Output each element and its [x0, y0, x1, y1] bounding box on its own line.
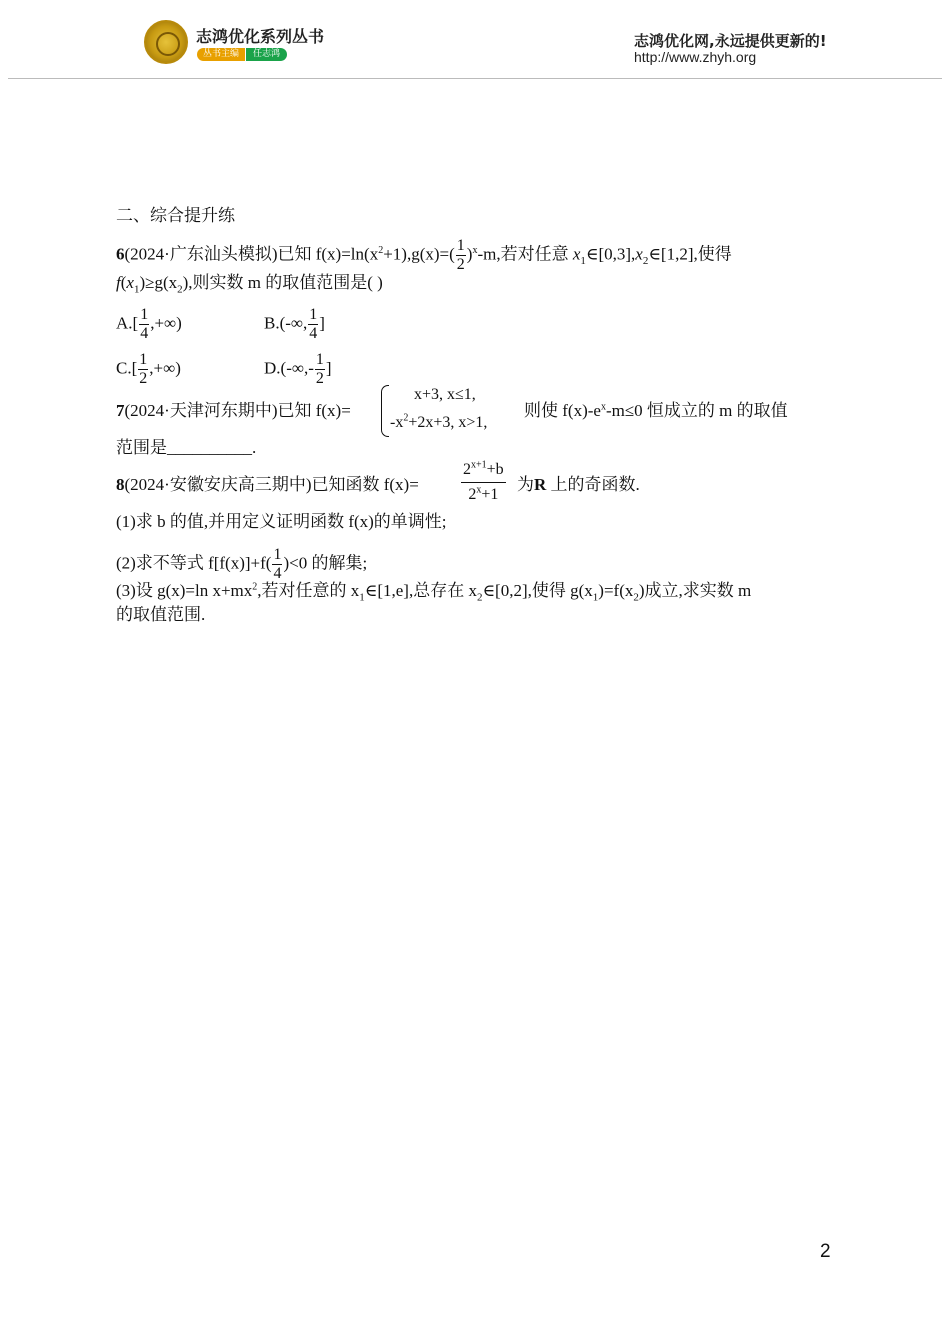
q7-piece1: x+3, x≤1,	[414, 386, 476, 403]
q8-part3-line2: 的取值范围.	[116, 605, 206, 624]
q6-line2: $f(x_1)\ge g(x_2)$,则实数 m 的取值范围是( )	[116, 273, 383, 296]
q8-fraction: $2^{x+1}+b$ $2^x+1$	[463, 459, 504, 503]
header-divider	[8, 78, 942, 79]
q8-part1: (1)求 b 的值,并用定义证明函数 f(x)的单调性;	[116, 512, 447, 531]
q6-line2: ≥g(x	[145, 273, 178, 292]
q6-option-b[interactable]: B.(-∞, $\frac{1}{4}$ ]	[264, 306, 325, 342]
q7-condition: 则使 $f(x)-e^x-m\le 0$ 恒成立的 m 的取值	[524, 401, 788, 420]
q7-fx: f(x)=	[315, 401, 351, 420]
q8-part2: (2)求不等式 f[f(x)]+f( $\frac{1}{4}$ )<0 的解集;	[116, 546, 368, 582]
q8-part3: (3)设 g(x)=ln $x+mx^2$,若对任意的 $x_1\in[1,e]$,总存在 $x_2\in[0,2]$,使得 $g(x_1)=f(x_2)$成立,求实数 m	[116, 581, 752, 604]
header-url[interactable]: http://www.zhyh.org	[634, 49, 757, 65]
series-title: 志鸿优化系列丛书	[196, 27, 325, 46]
q7-line1	[116, 401, 351, 421]
q7-piece2: $-x^2+2x+3$, x>1,	[390, 412, 488, 431]
q6-line2-tail: ),则实数 m 的取值范围是( )	[182, 273, 383, 292]
publisher-logo	[144, 20, 188, 64]
q6-fx: f(x)=ln(x	[315, 244, 379, 264]
q6-line1: 6(2024·广东汕头模拟)已知 $f(x)=\ln(x^2+1),g(x)=$( $\frac{1}{2}$ )$^x$-m,若对任意 $x_1\in[0,3],x_2\in[1,2]$,使得	[116, 237, 732, 273]
q6-option-c[interactable]: C.[ $\frac{1}{2}$ ,+∞)	[116, 351, 181, 387]
q7-piecewise-brace	[381, 385, 389, 437]
q6-x1-range: ∈[0,3],	[585, 244, 636, 264]
q7-line2: 范围是__________.	[116, 438, 257, 457]
q6-x2-range: ∈[1,2],使得	[648, 244, 732, 264]
header-slogan: 志鸿优化网,永远提供更新的!	[634, 32, 827, 50]
q6-fx-tail: +1),g(x)=(	[383, 244, 455, 264]
q6-exponent: x	[472, 244, 478, 256]
q6-source: (2024·广东汕头模拟)已知	[124, 244, 312, 264]
section-title: 二、综合提升练	[116, 206, 235, 225]
q7-source: (2024·天津河东期中)已知	[124, 401, 312, 420]
q8-fx: f(x)=	[383, 475, 419, 494]
q6-half-fraction: $\frac{1}{2}$	[456, 237, 465, 273]
q6-number: 6	[116, 244, 125, 264]
q6-option-d[interactable]: D.(-∞,- $\frac{1}{2}$ ]	[264, 351, 332, 387]
q8-line1	[116, 475, 419, 495]
editor-badge-name: 任志鸿	[246, 48, 287, 61]
editor-badge-label: 丛书主编	[197, 48, 245, 61]
q8-source: (2024·安徽安庆高三期中)已知函数	[124, 475, 380, 494]
q8-line1-tail: 为R 上的奇函数.	[517, 475, 640, 494]
q7-number: 7	[116, 401, 125, 420]
q6-rest: -m,若对任意	[477, 244, 569, 264]
page-number: 2	[820, 1241, 831, 1262]
q8-number: 8	[116, 475, 125, 494]
q6-option-a[interactable]: A.[ $\frac{1}{4}$ ,+∞)	[116, 306, 182, 342]
